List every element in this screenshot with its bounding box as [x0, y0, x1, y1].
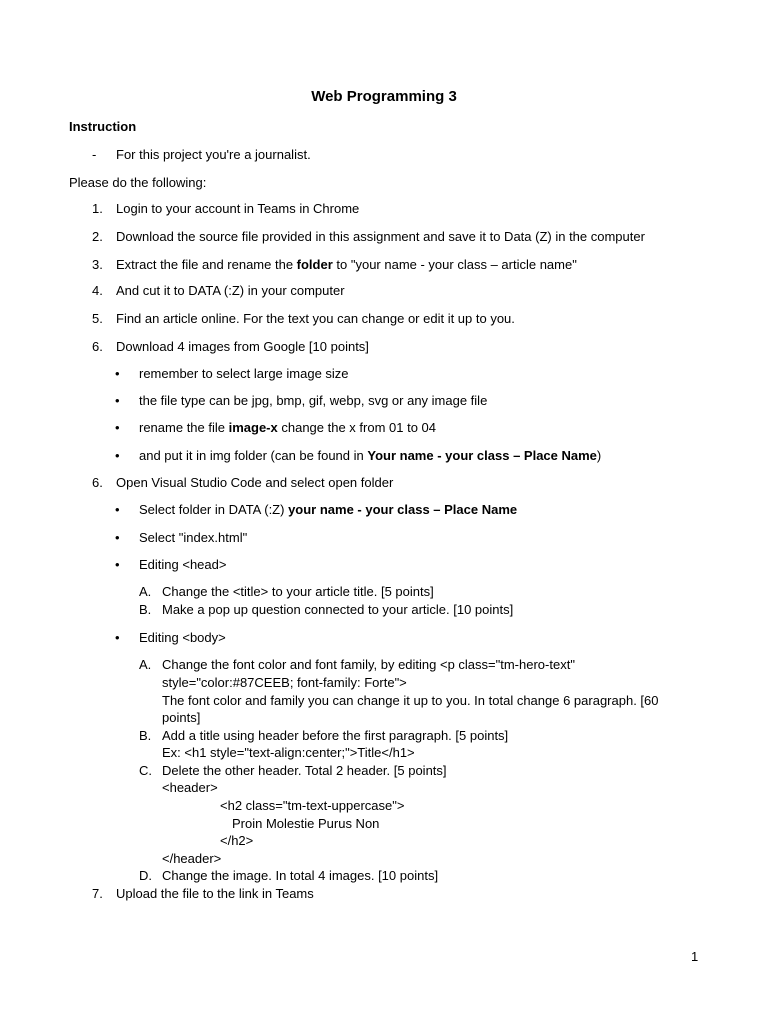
item-text: The font color and family you can change it up to you. In total change 6 paragraph. [60: [162, 693, 659, 708]
item-letter: D.: [139, 868, 152, 883]
bullet-text: [139, 447, 601, 464]
bullet-text-part: change the x from 01 to 04: [277, 420, 437, 435]
bullet-text-part: rename the file: [139, 420, 229, 435]
item-text: Change the <title> to your article title. [5 points]: [162, 584, 434, 599]
please-line: Please do the following:: [69, 175, 207, 190]
item-letter: A.: [139, 657, 152, 672]
bullet-text: [139, 501, 517, 518]
step-text-bold: folder: [296, 257, 333, 272]
item-text: Change the image. In total 4 images. [10 points]: [162, 868, 439, 883]
bullet-text-bold: Your name - your class – Place Name: [367, 448, 597, 463]
bullet-text: remember to select large image size: [139, 366, 349, 381]
code-line: </h2>: [220, 833, 254, 848]
instruction-heading: Instruction: [69, 119, 137, 134]
bullet-text-bold: image-x: [228, 420, 278, 435]
step-text: Find an article online. For the text you can change or edit it up to you.: [116, 311, 515, 326]
step-number: 6.: [92, 475, 103, 490]
item-letter: B.: [139, 728, 152, 743]
step-number: 5.: [92, 311, 103, 326]
bullet-marker: •: [115, 630, 120, 645]
step-number: 7.: [92, 886, 103, 901]
bullet-text: Editing <body>: [139, 630, 226, 645]
item-text: Add a title using header before the first paragraph. [5 points]: [162, 728, 509, 743]
item-letter: C.: [139, 763, 152, 778]
bullet-marker: •: [115, 530, 120, 545]
step-number: 4.: [92, 283, 103, 298]
code-line: <h2 class="tm-text-uppercase">: [220, 798, 405, 813]
item-text: Delete the other header. Total 2 header. [5 points]: [162, 763, 447, 778]
item-text: Make a pop up question connected to your article. [10 points]: [162, 602, 514, 617]
item-text: Ex: <h1 style="text-align:center;">Title</h1>: [162, 745, 415, 760]
step-text: Download the source file provided in this assignment and save it to Data (Z) in the computer: [116, 229, 645, 244]
page-number: 1: [691, 949, 699, 964]
bullet-text-part: Select folder in DATA (:Z): [139, 502, 289, 517]
item-text: style="color:#87CEEB; font-family: Forte">: [162, 675, 407, 690]
dash-marker: -: [92, 147, 97, 162]
item-letter: A.: [139, 584, 152, 599]
step-text: And cut it to DATA (:Z) in your computer: [116, 283, 345, 298]
step-text: Upload the file to the link in Teams: [116, 886, 314, 901]
bullet-text-bold: your name - your class – Place Name: [288, 502, 518, 517]
bullet-marker: •: [115, 366, 120, 381]
code-line: Proin Molestie Purus Non: [232, 816, 380, 831]
step-number: 2.: [92, 229, 103, 244]
step-text: Download 4 images from Google [10 points]: [116, 339, 369, 354]
bullet-marker: •: [115, 448, 120, 463]
bullet-marker: •: [115, 557, 120, 572]
bullet-text: Select "index.html": [139, 530, 248, 545]
item-text: points]: [162, 710, 201, 725]
step-text: Login to your account in Teams in Chrome: [116, 201, 360, 216]
bullet-text: the file type can be jpg, bmp, gif, webp, svg or any image file: [139, 393, 488, 408]
code-line: <header>: [162, 780, 218, 795]
item-text: Change the font color and font family, by editing <p class="tm-hero-text": [162, 657, 575, 672]
step-number: 1.: [92, 201, 103, 216]
code-line: </header>: [162, 851, 222, 866]
item-letter: B.: [139, 602, 152, 617]
bullet-marker: •: [115, 393, 120, 408]
step-text: Open Visual Studio Code and select open folder: [116, 475, 394, 490]
step-text-part: to "your name - your class – article name": [332, 257, 577, 272]
step-text-part: Extract the file and rename the: [116, 257, 297, 272]
bullet-text-part: ): [596, 448, 602, 463]
bullet-marker: •: [115, 420, 120, 435]
step-number: 6.: [92, 339, 103, 354]
bullet-text-part: and put it in img folder (can be found in: [139, 448, 368, 463]
bullet-text: [139, 419, 436, 436]
document-title: Web Programming 3: [311, 88, 457, 105]
bullet-text: Editing <head>: [139, 557, 227, 572]
intro-line: For this project you're a journalist.: [116, 147, 311, 162]
step-number: 3.: [92, 257, 103, 272]
step-text: [116, 256, 577, 273]
bullet-marker: •: [115, 502, 120, 517]
